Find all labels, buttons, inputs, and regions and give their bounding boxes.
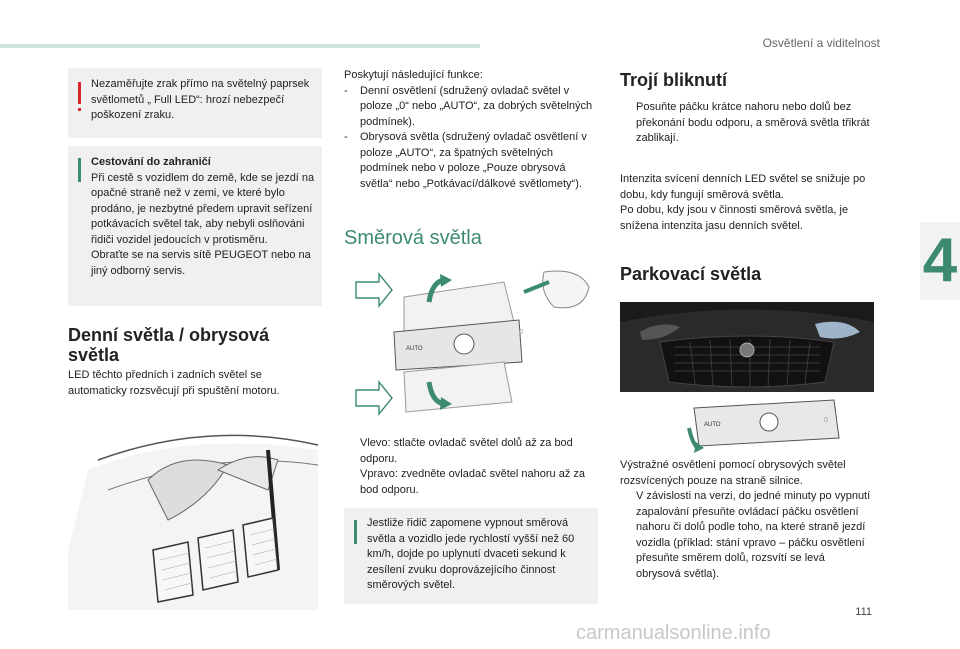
list-item (620, 489, 872, 582)
list-item (620, 100, 872, 147)
para-drl: LED těchto předních i zadních světel se automaticky rozsvěcují při spuštění motoru. (68, 369, 280, 397)
dash-marker: - (344, 131, 348, 143)
auto-label: AUTO (704, 422, 721, 428)
warning-text: Nezaměřujte zrak přímo na světelný paprsek světlometů „ Full LED“: hrozí nebezpečí poškození zraku. (91, 78, 310, 121)
page-number: 111 (855, 606, 872, 618)
list-item (344, 436, 596, 467)
watermark: carmanualsonline.info (576, 622, 771, 644)
dash-marker: - (344, 84, 348, 97)
info-icon (78, 158, 81, 182)
warning-icon-dot (78, 108, 81, 111)
auto-label: AUTO (406, 346, 423, 352)
car-front-photo (620, 302, 874, 392)
headlamp-illustration (68, 410, 322, 610)
functions-intro: Poskytují následující funkce: (344, 69, 483, 81)
function-1: Denní osvětlení (sdružený ovladač světel v poloze „0“ nebo „AUTO“, za dobrých světelných podmínek). (360, 84, 593, 128)
heading-triple-flash: Trojí bliknutí (620, 70, 727, 90)
info-body-2: Obraťte se na servis sítě PEUGEOT nebo na jiný odborný servis. (91, 249, 311, 277)
parking-instruction: V závislosti na verzi, do jedné minuty po vypnutí zapalování přesuňte ovládací páčku osvětlení nahoru či dolů podle toho, na které straně jezdí vozidla (příklad: stání vpravo – páčku osvětlení přesuňte směrem dolů, rozsvítí se levá obrysová světla). (636, 490, 871, 580)
indicator-right: Vpravo: zvedněte ovladač světel nahoru až za bod odporu. (360, 468, 586, 496)
warning-box (68, 68, 322, 138)
heading-indicators: Směrová světla (344, 227, 482, 249)
heading-parking: Parkovací světla (620, 264, 762, 284)
indicator-stalk-illustration (344, 262, 596, 422)
info-body: Při cestě s vozidlem do země, kde se jezdí na opačné straně než v zemi, ve které bylo prodáno, je nezbytné předem upravit seřízení potkávacích světel tak, aby nebyli oslňováni řidiči vozidel jedoucích v protisměru. (91, 171, 315, 246)
list-item (344, 467, 596, 498)
function-2: Obrysová světla (sdružený ovladač osvětlení v poloze „AUTO“, za špatných světelných podmínek nebo v poloze „Pouze obrysová světla“ nebo „Potkávací/dálkové světlomety“). (360, 131, 587, 190)
info-box-indicators (344, 508, 598, 604)
triple-flash-text: Posuňte páčku krátce nahoru nebo dolů bez překonání bodu odporu, a směrová světla třikrát zablikají. (636, 101, 870, 144)
svg-text:0: 0 (519, 329, 523, 336)
info-icon (354, 520, 357, 544)
parking-intro: Výstražné osvětlení pomocí obrysových světel rozsvícených pouze na straně silnice. (620, 459, 846, 487)
list-item (344, 84, 596, 131)
list-item (344, 130, 596, 192)
indicator-left: Vlevo: stlačte ovladač světel dolů až za bod odporu. (360, 437, 573, 465)
info-box-travel (68, 146, 322, 306)
intensity-text-2: Po dobu, kdy jsou v činnosti směrová světla, je snížena intenzita jasu denních světel. (620, 204, 849, 232)
info-indicators-text: Jestliže řidič zapomene vypnout směrová světla a vozidlo jede rychlostí vyšší než 60 km/h, dojde po uplynutí dvaceti sekund k zesílení zvuku doprovázejícího činnost směrových světel. (367, 517, 575, 591)
chapter-tab: 4 (920, 222, 960, 300)
warning-icon (78, 82, 81, 104)
intensity-text-1: Intenzita svícení denních LED světel se snižuje po dobu, kdy fungují směrová světla. (620, 173, 866, 201)
chapter-title: Osvětlení a viditelnost (762, 36, 880, 50)
parking-stalk-illustration (684, 398, 874, 458)
info-title: Cestování do zahraničí (91, 156, 211, 168)
svg-text:0: 0 (824, 417, 828, 424)
heading-drl: Denní světla / obrysová světla (68, 325, 270, 365)
header-rule (0, 44, 480, 48)
